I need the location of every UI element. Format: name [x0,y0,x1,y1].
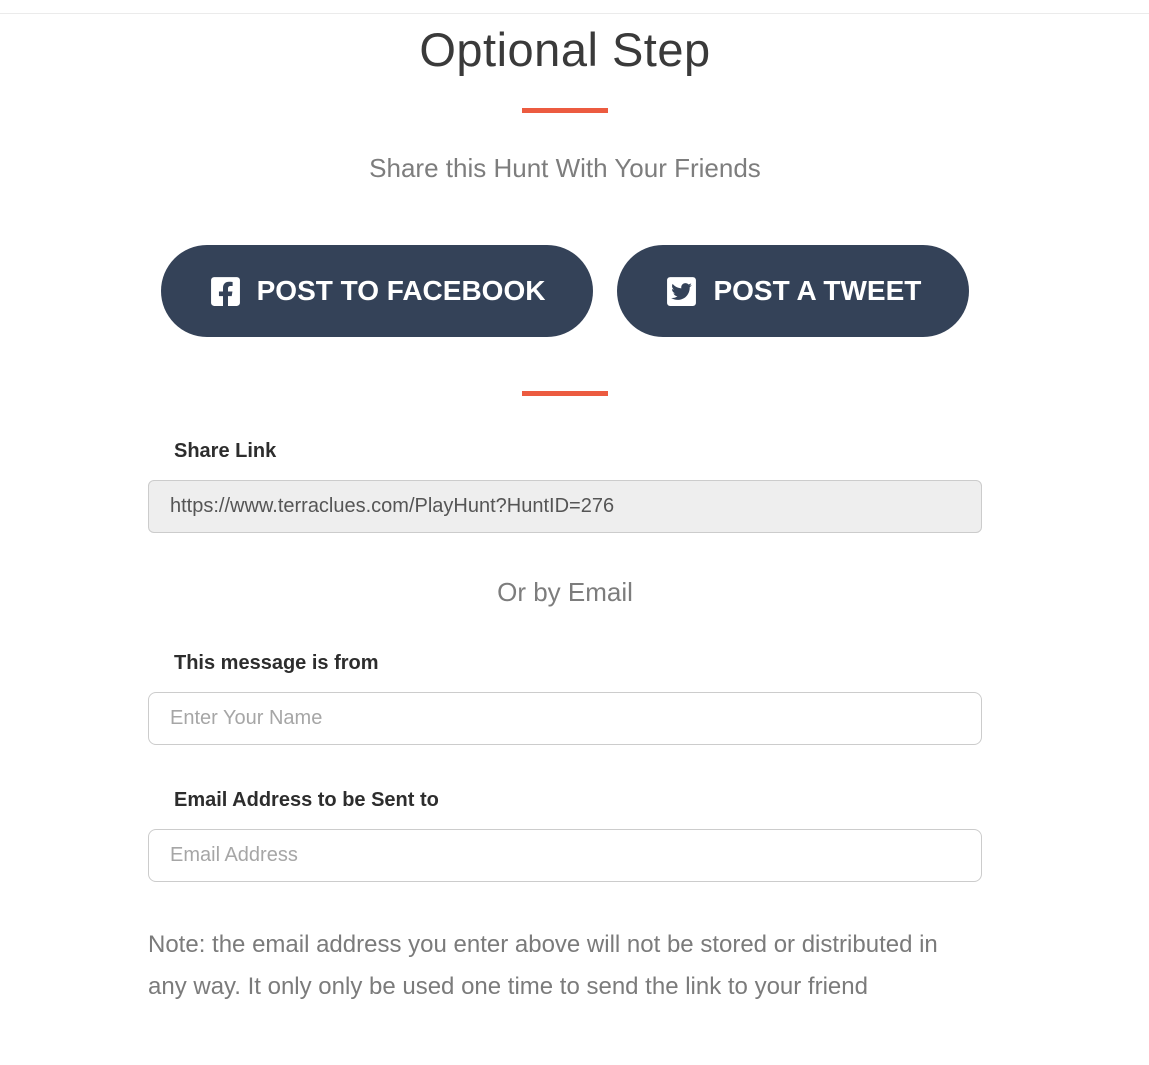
top-divider-line [0,13,1149,14]
share-link-label: Share Link [174,440,277,462]
share-hunt-panel [148,0,982,1008]
post-to-facebook-button[interactable] [161,245,594,337]
post-a-tweet-label: POST A TWEET [713,275,922,306]
sender-name-input[interactable] [148,692,982,745]
page-title: Optional Step [419,23,711,76]
accent-divider [522,391,608,396]
privacy-note: Note: the email address you enter above will not be stored or distributed in any way. It only only be used one time to send the link to your friend [148,931,938,1000]
accent-divider [522,108,608,113]
sender-name-label: This message is from [174,652,379,674]
post-to-facebook-label: POST TO FACEBOOK [256,275,546,306]
post-a-tweet-button[interactable] [617,245,969,337]
facebook-icon [209,275,242,308]
or-by-email-heading: Or by Email [497,577,633,607]
recipient-email-input[interactable] [148,829,982,882]
social-buttons-row [148,245,982,337]
share-link-input[interactable] [148,480,982,533]
recipient-email-label: Email Address to be Sent to [174,789,439,811]
share-subtitle: Share this Hunt With Your Friends [369,153,761,183]
twitter-icon [665,275,698,308]
